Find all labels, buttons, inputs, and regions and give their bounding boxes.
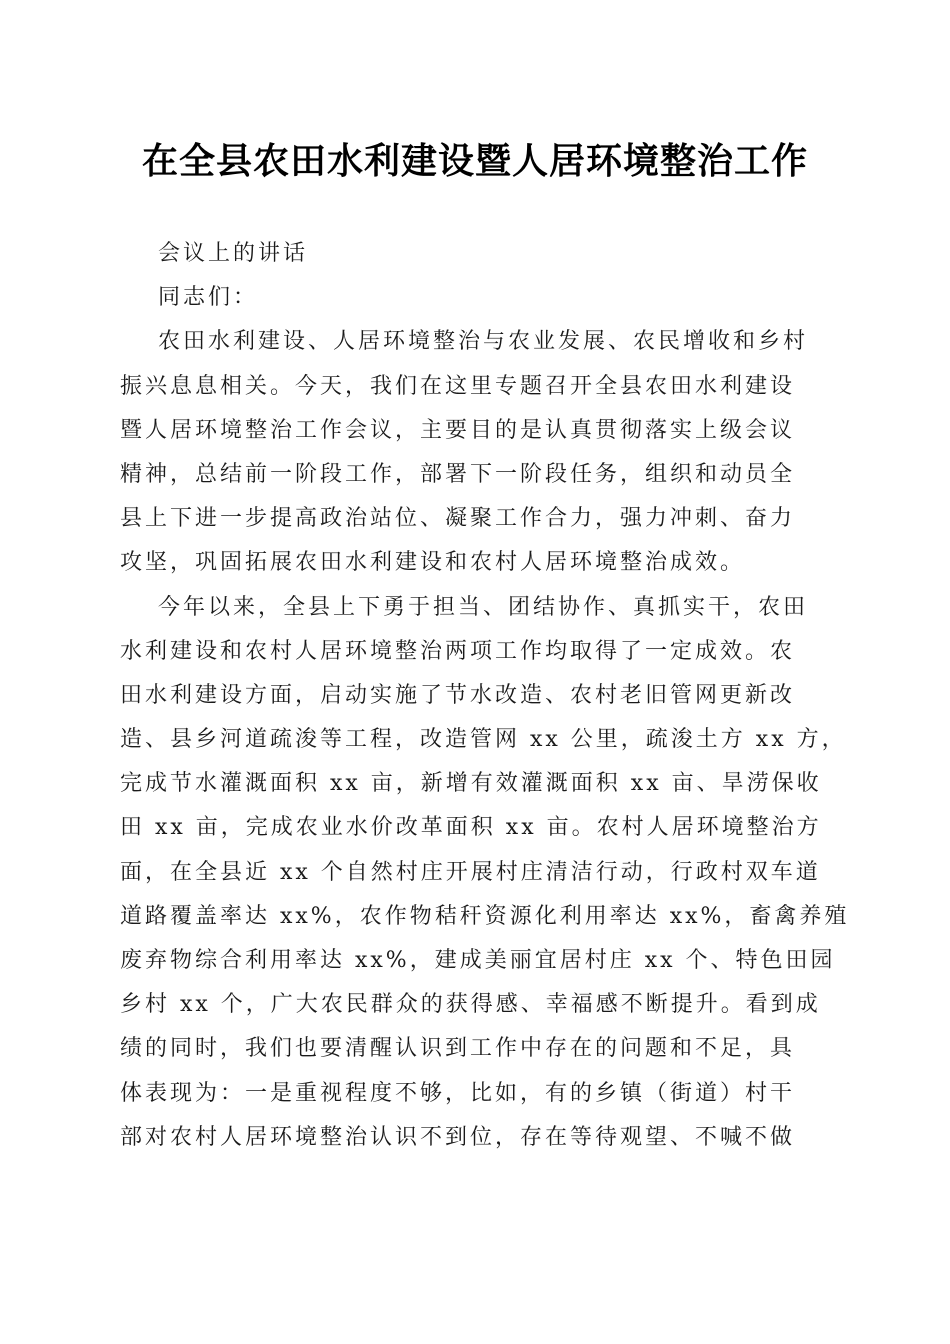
text-line: 振兴息息相关。今天，我们在这里专题召开全县农田水利建设 [120,373,796,399]
text-line: 乡村 xx 个，广大农民群众的获得感、幸福感不断提升。看到成 [120,992,821,1018]
text-line: 会议上的讲话 [158,241,309,266]
text-line: 攻坚，巩固拓展农田水利建设和农村人居环境整治成效。 [120,550,746,576]
document-body [120,232,850,1160]
text-line: 部对农村人居环境整治认识不到位，存在等待观望、不喊不做 [120,1124,796,1150]
text-line: 田水利建设方面，启动实施了节水改造、农村老旧管网更新改 [120,682,796,708]
text-line: 体表现为：一是重视程度不够，比如，有的乡镇（街道）村干 [120,1080,796,1106]
text-line: 暨人居环境整治工作会议，主要目的是认真贯彻落实上级会议 [120,417,796,443]
text-line: 完成节水灌溉面积 xx 亩，新增有效灌溉面积 xx 亩、旱涝保收 [120,771,822,797]
document-title: 在全县农田水利建设暨人居环境整治工作 [141,140,808,182]
text-line: 废弃物综合利用率达 xx%，建成美丽宜居村庄 xx 个、特色田园 [120,948,836,973]
text-line: 绩的同时，我们也要清醒认识到工作中存在的问题和不足，具 [120,1036,796,1062]
paragraph-first-line: 农田水利建设、人居环境整治与农业发展、农民增收和乡村 [158,329,809,355]
paragraph-first-line: 今年以来，全县上下勇于担当、团结协作、真抓实干，农田 [158,594,809,620]
text-line: 道路覆盖率达 xx%，农作物秸秆资源化利用率达 xx%，畜禽养殖 [120,903,850,929]
text-line: 水利建设和农村人居环境整治两项工作均取得了一定成效。农 [120,638,796,664]
text-line: 造、县乡河道疏浚等工程，改造管网 xx 公里，疏浚土方 xx 方， [120,727,847,753]
text-line: 精神，总结前一阶段工作，部署下一阶段任务，组织和动员全 [120,461,796,487]
text-line: 面，在全县近 xx 个自然村庄开展村庄清洁行动，行政村双车道 [120,859,821,885]
text-line: 县上下进一步提高政治站位、凝聚工作合力，强力冲刺、奋力 [120,506,796,532]
text-line: 同志们： [158,285,259,311]
text-line: 田 xx 亩，完成农业水价改革面积 xx 亩。农村人居环境整治方 [120,815,822,841]
